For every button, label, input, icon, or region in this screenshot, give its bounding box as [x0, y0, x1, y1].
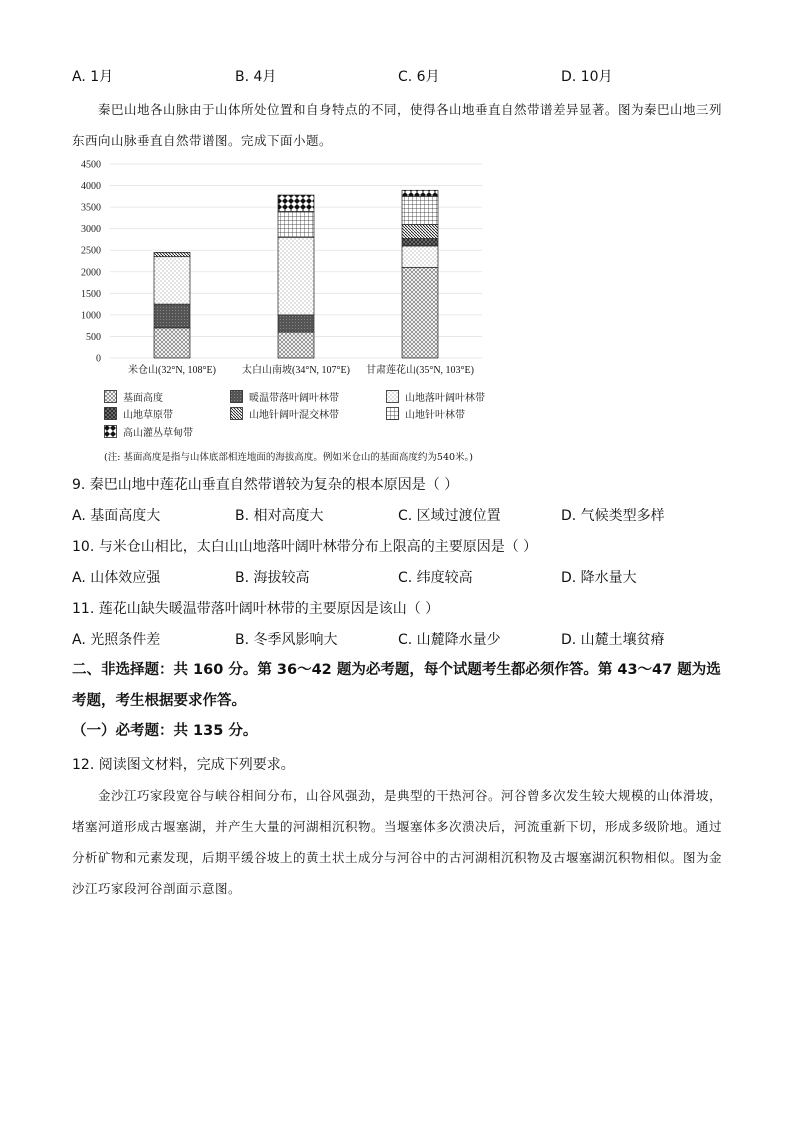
prev-option-a: A. 1月: [72, 69, 114, 85]
legend-swatch: [104, 407, 117, 420]
bar-segment: [278, 332, 314, 358]
x-category-label: 甘肃莲花山(35°N, 103°E): [366, 365, 474, 376]
y-tick-label: 3000: [81, 224, 101, 236]
bar-segment: [402, 239, 438, 246]
q9-option-a: A. 基面高度大: [72, 508, 161, 524]
legend-label: 高山灌丛草甸带: [123, 428, 193, 439]
prev-option-d: D. 10月: [561, 69, 613, 85]
legend-item: [230, 406, 339, 421]
question-12-stem: 12. 阅读图文材料，完成下列要求。: [72, 757, 295, 773]
bar-segment: [278, 211, 314, 237]
bar-segment: [278, 315, 314, 332]
intro-paragraph: [72, 94, 722, 156]
y-tick-label: 4500: [81, 159, 101, 171]
bar-segment: [402, 267, 438, 358]
prev-option-b: B. 4月: [235, 69, 277, 85]
q10-option-b: B. 海拔较高: [235, 570, 310, 586]
legend-swatch: [230, 407, 243, 420]
legend-swatch: [386, 407, 399, 420]
bar-segment: [402, 196, 438, 224]
y-tick-label: 2500: [81, 245, 101, 257]
bar-segment: [154, 257, 190, 304]
prev-option-c: C. 6月: [398, 69, 440, 85]
legend-label: 基面高度: [123, 393, 163, 404]
x-axis-labels: [128, 363, 474, 376]
section-2-subtitle: （一）必考题：共 135 分。: [72, 723, 258, 739]
y-tick-label: 2000: [81, 267, 101, 279]
chart-note: (注: 基面高度是指与山体底部相连地面的海拔高度。例如米仓山的基面高度约为540米。): [104, 452, 474, 463]
question-12-material: [72, 780, 722, 904]
prev-options: [72, 66, 732, 86]
question-11-stem: 11. 莲花山缺失暖温带落叶阔叶林带的主要原因是该山（ ）: [72, 601, 440, 617]
bar-segment: [402, 190, 438, 196]
legend-item: [104, 389, 163, 404]
y-tick-label: 3500: [81, 202, 101, 214]
y-tick-label: 1000: [81, 310, 101, 322]
bar-segment: [154, 252, 190, 256]
y-tick-label: 500: [86, 331, 101, 343]
question-10-stem: 10. 与米仓山相比，太白山山地落叶阔叶林带分布上限高的主要原因是（ ）: [72, 539, 538, 555]
question-10-options: [72, 567, 732, 587]
bar-segment: [278, 237, 314, 315]
y-axis-ticks: [81, 160, 101, 365]
q11-option-c: C. 山麓降水量少: [398, 632, 501, 648]
legend-label: 山地针叶林带: [405, 410, 465, 421]
vertical-zone-chart: [72, 156, 492, 378]
y-tick-label: 0: [96, 353, 101, 365]
x-category-label: 米仓山(32°N, 108°E): [128, 365, 216, 376]
q11-option-b: B. 冬季风影响大: [235, 632, 338, 648]
legend-label: 山地针阔叶混交林带: [249, 410, 339, 421]
legend-swatch: [230, 390, 243, 403]
legend-item: [386, 406, 465, 421]
q9-option-d: D. 气候类型多样: [561, 508, 665, 524]
y-tick-label: 1500: [81, 288, 101, 300]
q9-option-b: B. 相对高度大: [235, 508, 324, 524]
q11-option-d: D. 山麓土壤贫瘠: [561, 632, 665, 648]
stacked-bars: [154, 190, 438, 358]
bar-segment: [154, 304, 190, 328]
q10-option-d: D. 降水量大: [561, 570, 637, 586]
legend-label: 暖温带落叶阔叶林带: [249, 393, 339, 404]
legend-label: 山地草原带: [123, 410, 173, 421]
q9-option-c: C. 区域过渡位置: [398, 508, 501, 524]
q10-option-c: C. 纬度较高: [398, 570, 473, 586]
y-tick-label: 4000: [81, 181, 101, 193]
legend-item: [386, 389, 485, 404]
intro-text: 秦巴山地各山脉由于山体所处位置和自身特点的不同，使得各山地垂直自然带谱差异显著。图为秦巴山地三列东西向山脉垂直自然带谱图。完成下面小题。: [72, 102, 723, 148]
bar-segment: [278, 195, 314, 211]
q10-option-a: A. 山体效应强: [72, 570, 161, 586]
legend-item: [104, 406, 173, 421]
q11-option-a: A. 光照条件差: [72, 632, 161, 648]
legend-label: 山地落叶阔叶林带: [405, 393, 485, 404]
legend-swatch: [104, 390, 117, 403]
legend-swatch: [386, 390, 399, 403]
legend-item: [104, 424, 193, 439]
legend-item: [230, 389, 339, 404]
section-2-title: 二、非选择题：共 160 分。第 36～42 题为必考题，每个试题考生都必须作答。第 43～47 题为选考题，考生根据要求作答。: [72, 662, 721, 709]
bar-segment: [154, 328, 190, 358]
question-12-text: 金沙江巧家段宽谷与峡谷相间分布，山谷风强劲，是典型的干热河谷。河谷曾多次发生较大规模的山体滑坡，堵塞河道形成古堰塞湖，并产生大量的河湖相沉积物。当堰塞体多次溃决后，河流重新下切，形成多级阶地。通过分析矿物和元素发现，后期平缓谷坡上的黄土状土成分与河谷中的古河湖相沉积物及古堰塞湖沉积物相似。图为金沙江巧家段河谷剖面示意图。: [72, 788, 723, 896]
question-11-options: [72, 629, 732, 649]
question-9-options: [72, 505, 732, 525]
bar-segment: [402, 224, 438, 238]
bar-segment: [402, 246, 438, 268]
question-9-stem: 9. 秦巴山地中莲花山垂直自然带谱较为复杂的根本原因是（ ）: [72, 477, 459, 493]
legend-swatch: [104, 425, 117, 438]
x-category-label: 太白山南坡(34°N, 107°E): [242, 365, 350, 376]
